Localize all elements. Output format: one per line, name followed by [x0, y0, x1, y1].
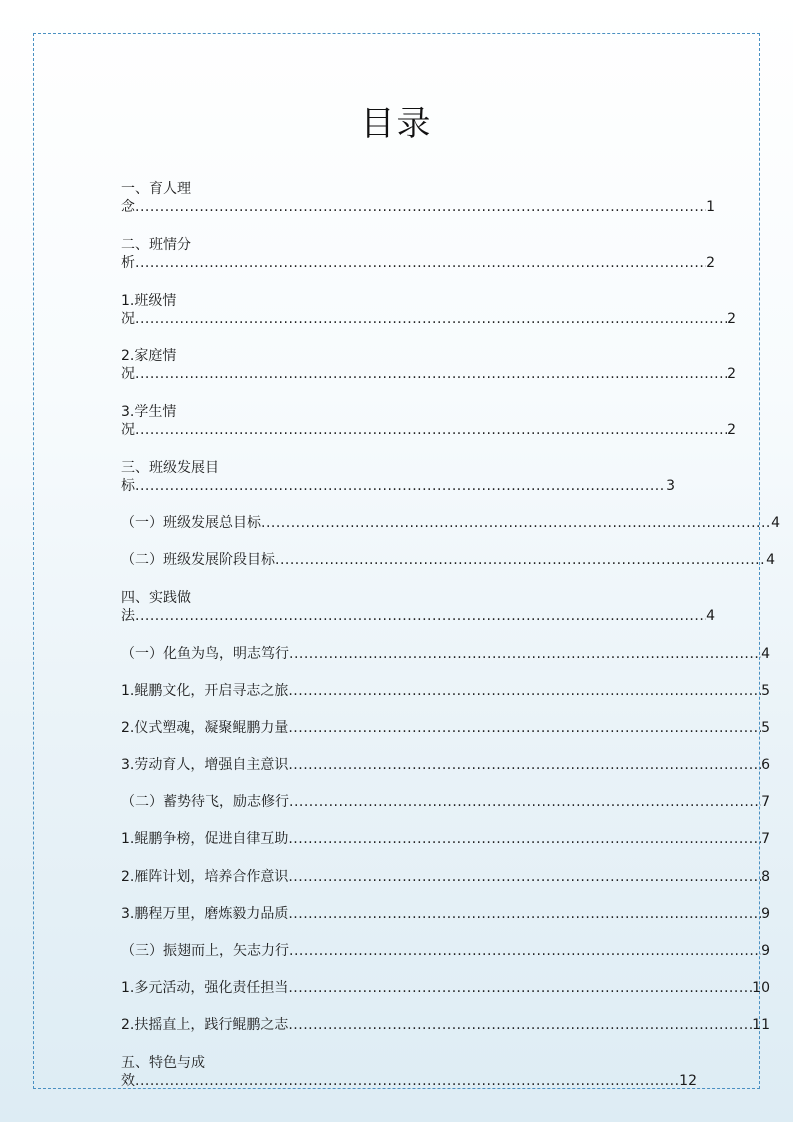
toc-page-number: 5	[761, 720, 770, 736]
toc-page-number: 4	[766, 552, 775, 568]
toc-entry-label: 1.鲲鹏文化，开启寻志之旅	[121, 683, 289, 699]
toc-dot-leader	[288, 905, 761, 923]
toc-dot-leader	[288, 830, 761, 848]
toc-entry-label: 标	[121, 478, 135, 494]
toc-entry[interactable]	[121, 756, 770, 774]
toc-entry-label: 况	[121, 422, 135, 438]
toc-dot-leader	[288, 868, 761, 886]
toc-entry-label: 3.劳动育人，增强自主意识	[121, 757, 289, 773]
toc-entry-label: 况	[121, 366, 135, 382]
toc-entry-line	[121, 514, 780, 532]
toc-entry[interactable]	[121, 459, 675, 495]
toc-entry-label: 况	[121, 311, 135, 327]
toc-dot-leader	[288, 979, 752, 997]
toc-entry[interactable]	[121, 589, 715, 625]
toc-entry[interactable]	[121, 905, 770, 923]
toc-page-number: 5	[761, 683, 770, 699]
toc-entry[interactable]	[121, 514, 780, 532]
toc-entry-line	[121, 719, 770, 737]
toc-entry-line	[121, 198, 715, 216]
toc-entry-heading: 2.家庭情	[121, 348, 177, 364]
toc-dot-leader	[288, 1016, 752, 1034]
toc-entry-heading: 三、班级发展目	[121, 460, 219, 476]
toc-entry-line	[121, 1072, 697, 1090]
toc-page-number: 6	[761, 757, 770, 773]
toc-entry[interactable]	[121, 682, 770, 700]
toc-entry-label: 2.仪式塑魂，凝聚鲲鹏力量	[121, 720, 289, 736]
toc-entry-label: 3.鹏程万里，磨炼毅力品质	[121, 906, 289, 922]
toc-entry[interactable]	[121, 719, 770, 737]
toc-entry-line	[121, 868, 770, 886]
toc-page-number: 11	[752, 1017, 770, 1033]
toc-entry-label: （二）班级发展阶段目标	[121, 552, 275, 568]
toc-page-number: 9	[761, 906, 770, 922]
toc-entry-label: 1.鲲鹏争榜，促进自律互助	[121, 831, 289, 847]
toc-entry-label: （一）班级发展总目标	[121, 515, 261, 531]
toc-entry-line	[121, 830, 770, 848]
toc-dot-leader	[275, 551, 766, 569]
toc-page-number: 7	[761, 831, 770, 847]
toc-page-number: 9	[761, 943, 770, 959]
toc-entry-heading: 3.学生情	[121, 404, 177, 420]
toc-dot-leader	[289, 793, 761, 811]
toc-entry-line	[121, 1016, 770, 1034]
toc-dot-leader	[135, 607, 706, 625]
toc-dot-leader	[261, 514, 771, 532]
toc-entry-label: 1.多元活动，强化责任担当	[121, 980, 289, 996]
toc-entry-label: 念	[121, 199, 135, 215]
page-title: 目录	[360, 104, 433, 144]
toc-entry-line	[121, 645, 770, 663]
toc-dot-leader	[135, 310, 727, 328]
toc-entry-heading: 一、育人理	[121, 181, 191, 197]
toc-entry-line	[121, 682, 770, 700]
toc-entry[interactable]	[121, 979, 770, 997]
toc-entry[interactable]	[121, 645, 770, 663]
toc-entry-line	[121, 979, 770, 997]
toc-dot-leader	[135, 365, 727, 383]
toc-dot-leader	[288, 719, 761, 737]
toc-entry-label: 效	[121, 1073, 135, 1089]
toc-entry-heading: 五、特色与成	[121, 1055, 205, 1071]
toc-page-number: 10	[752, 980, 770, 996]
toc-entry-line	[121, 905, 770, 923]
toc-page-number: 2	[727, 422, 736, 438]
toc-entry-label: 2.扶摇直上，践行鲲鹏之志	[121, 1017, 289, 1033]
toc-entry-label: （三）振翅而上，矢志力行	[121, 943, 289, 959]
toc-dot-leader	[289, 942, 761, 960]
toc-entry-line	[121, 756, 770, 774]
toc-entry[interactable]	[121, 868, 770, 886]
toc-dot-leader	[288, 682, 761, 700]
toc-page-number: 4	[761, 646, 770, 662]
toc-entry[interactable]	[121, 236, 715, 272]
toc-dot-leader	[289, 645, 761, 663]
toc-entry[interactable]	[121, 180, 715, 216]
toc-entry-heading: 二、班情分	[121, 237, 191, 253]
toc-dot-leader	[135, 254, 706, 272]
toc-page-number: 2	[727, 311, 736, 327]
toc-entry[interactable]	[121, 1054, 697, 1090]
toc-entry[interactable]	[121, 1016, 770, 1034]
toc-page-number: 12	[679, 1073, 697, 1089]
toc-entry[interactable]	[121, 292, 736, 328]
toc-dot-leader	[135, 477, 666, 495]
toc-page-number: 8	[761, 869, 770, 885]
toc-entry[interactable]	[121, 793, 770, 811]
toc-entry[interactable]	[121, 551, 775, 569]
toc-page-number: 7	[761, 794, 770, 810]
toc-entry[interactable]	[121, 942, 770, 960]
toc-page-number: 4	[706, 608, 715, 624]
toc-entry-label: 析	[121, 255, 135, 271]
toc-page-number: 2	[727, 366, 736, 382]
toc-entry[interactable]	[121, 830, 770, 848]
toc-page-number: 1	[706, 199, 715, 215]
toc-entry-line	[121, 551, 775, 569]
toc-entry-line	[121, 793, 770, 811]
toc-entry-heading: 1.班级情	[121, 293, 177, 309]
toc-entry-line	[121, 365, 736, 383]
toc-dot-leader	[135, 198, 706, 216]
toc-entry-label: （一）化鱼为鸟，明志笃行	[121, 646, 289, 662]
toc-page-number: 3	[666, 478, 675, 494]
toc-dot-leader	[135, 421, 727, 439]
toc-entry-line	[121, 310, 736, 328]
toc-page-number: 2	[706, 255, 715, 271]
toc-entry-line	[121, 607, 715, 625]
toc-entry[interactable]	[121, 403, 736, 439]
toc-page-number: 4	[771, 515, 780, 531]
toc-entry-line	[121, 254, 715, 272]
toc-entry-line	[121, 421, 736, 439]
toc-entry[interactable]	[121, 347, 736, 383]
toc-dot-leader	[135, 1072, 679, 1090]
toc-entry-label: 法	[121, 608, 135, 624]
toc-entry-label: 2.雁阵计划，培养合作意识	[121, 869, 289, 885]
toc-entry-heading: 四、实践做	[121, 590, 191, 606]
toc-entry-label: （二）蓄势待飞，励志修行	[121, 794, 289, 810]
toc-dot-leader	[288, 756, 761, 774]
toc-entry-line	[121, 477, 675, 495]
toc-entry-line	[121, 942, 770, 960]
